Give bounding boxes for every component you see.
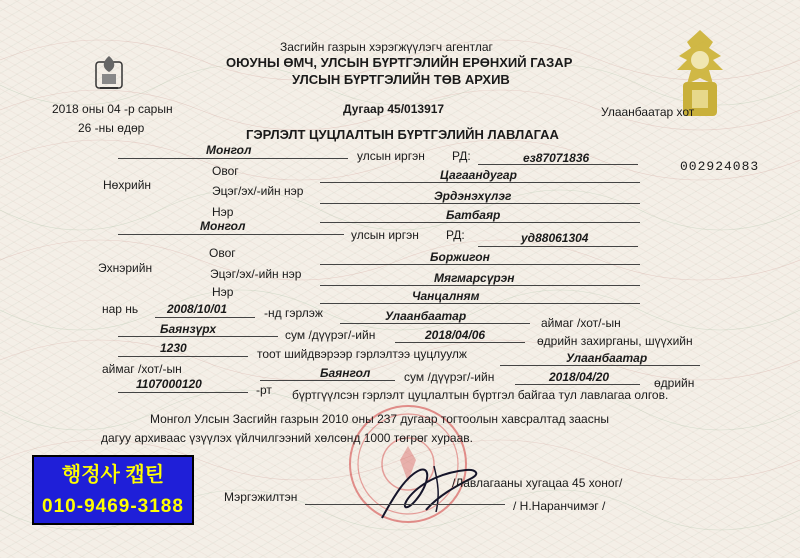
marriage-date: 2008/10/01 (167, 302, 228, 316)
underline (118, 234, 344, 235)
issue-date-month: 2018 оны 04 -р сарын (52, 102, 173, 116)
decree-label: тоот шийдвэрээр гэрлэлтээ цуцлуулж (257, 347, 467, 361)
document-title: ГЭРЛЭЛТ ЦУЦЛАЛТЫН БҮРТГЭЛИЙН ЛАВЛАГАА (246, 127, 559, 142)
sum-label: сум /дүүрэг/-ийн (404, 370, 495, 384)
state-emblem-icon (92, 52, 126, 92)
registration-date: 2018/04/20 (549, 370, 610, 384)
husband-rd: ез87071836 (523, 151, 590, 165)
on-date-label: нар нь (102, 302, 139, 316)
citizen-label: улсын иргэн (357, 149, 425, 163)
validity-note: /Лавлагааны хугацаа 45 хоног/ (452, 476, 623, 490)
underline (500, 365, 700, 366)
underline (340, 323, 530, 324)
rt-label: -рт (256, 383, 272, 397)
wife-name: Чанцалням (412, 289, 480, 303)
husband-surname: Цагаандугар (440, 168, 517, 182)
underline (320, 303, 640, 304)
registration-number: 1107000120 (136, 377, 202, 391)
serial-number: 002924083 (680, 159, 760, 174)
underline (478, 246, 638, 247)
registration-district: Баянгол (320, 366, 371, 380)
aimag-label: аймаг /хот/-ын (541, 316, 621, 330)
fee-note-line1: Монгол Улсын Засгийн газрын 2010 оны 237 дугаар тогтоолын хавсралтад заасны (150, 412, 609, 426)
husband-label: Нөхрийн (103, 178, 152, 192)
specialist-name: / Н.Наранчимэг / (513, 499, 606, 513)
sum-label: сум /дүүрэг/-ийн (285, 328, 376, 342)
husband-patronymic: Эрдэнэхүлэг (434, 189, 512, 203)
underline (320, 203, 640, 204)
underline (118, 356, 248, 357)
wife-surname: Боржигон (430, 250, 490, 264)
marriage-city: Улаанбаатар (385, 309, 467, 323)
underline (118, 158, 348, 159)
underline (478, 164, 638, 165)
office-name: ОЮУНЫ ӨМЧ, УЛСЫН БҮРТГЭЛИЙН ЕРӨНХИЙ ГАЗАР (226, 55, 573, 70)
document-number: Дугаар 45/013917 (343, 102, 445, 116)
wife-patronymic: Мягмарсүрэн (434, 271, 515, 285)
issue-date-day: 26 -ны өдөр (78, 121, 145, 135)
contact-badge (32, 455, 194, 525)
surname-label: Овог (209, 246, 236, 260)
agency-name: Засгийн газрын хэрэгжүүлэгч агентлаг (280, 40, 493, 54)
married-at-label: -нд гэрлэж (264, 306, 323, 320)
underline (320, 285, 640, 286)
rd-label: РД: (446, 228, 465, 242)
wife-citizenship: Монгол (200, 219, 246, 233)
surname-label: Овог (212, 164, 239, 178)
patronymic-label: Эцэг/эх/-ийн нэр (212, 184, 304, 198)
underline (320, 182, 640, 183)
signature (376, 456, 486, 526)
signature-line (305, 504, 505, 505)
underline (155, 317, 255, 318)
husband-name: Батбаяр (446, 208, 501, 222)
decree-number: 1230 (160, 341, 187, 355)
fee-note-line2: дагуу архиваас үзүүлэх үйлчилгээний хөлсөнд 1000 төгрөг хураав. (101, 431, 473, 445)
court-date: 2018/04/06 (425, 328, 486, 342)
wife-label: Эхнэрийн (98, 261, 153, 275)
underline (515, 384, 640, 385)
marriage-district: Баянзүрх (160, 322, 216, 336)
wife-rd: уд88061304 (521, 231, 589, 245)
registered-statement: бүртгүүлсэн гэрлэлт цуцлалтын бүртгэл байгаа тул лавлагаа олгов. (292, 388, 669, 402)
court-label: өдрийн захирганы, шүүхийн (537, 334, 693, 348)
name-label: Нэр (212, 205, 234, 219)
rd-label: РД: (452, 149, 471, 163)
specialist-label: Мэргэжилтэн (224, 490, 298, 504)
aimag-label: аймаг /хот/-ын (102, 362, 182, 376)
badge-phone: 010-9469-3188 (42, 496, 184, 517)
name-label: Нэр (212, 285, 234, 299)
archive-name: УЛСЫН БҮРТГЭЛИЙН ТӨВ АРХИВ (292, 72, 510, 87)
underline (320, 264, 640, 265)
badge-title: 행정사 캡틴 (61, 464, 165, 486)
underline (118, 392, 248, 393)
underline (118, 336, 278, 337)
underline (320, 222, 640, 223)
day-label: өдрийн (654, 376, 695, 390)
husband-citizenship: Монгол (206, 143, 252, 157)
citizen-label: улсын иргэн (351, 228, 419, 242)
underline (260, 380, 395, 381)
underline (395, 342, 525, 343)
registration-city: Улаанбаатар (566, 351, 648, 365)
city-name: Улаанбаатар хот (601, 105, 695, 119)
patronymic-label: Эцэг/эх/-ийн нэр (210, 267, 302, 281)
